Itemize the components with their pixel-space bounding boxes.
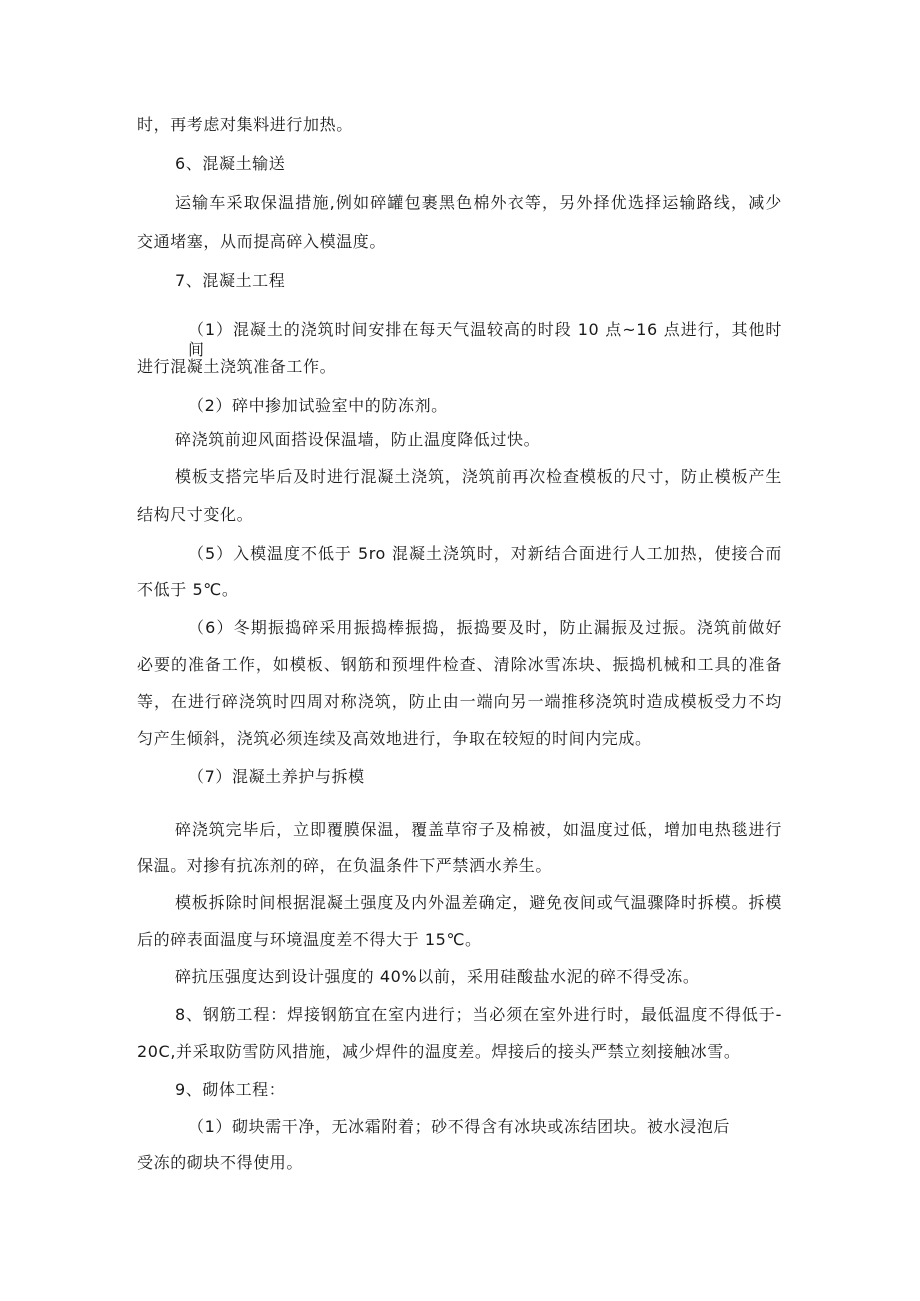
- text-line: 受冻的砌块不得使用。: [137, 1153, 304, 1172]
- text-line: 结构尺寸变化。: [137, 505, 254, 524]
- text-line: 碎浇筑完毕后，立即覆膜保温，覆盖草帘子及棉被，如温度过低，增加电热毯进行: [175, 820, 782, 839]
- text-line: 运输车采取保温措施,例如碎罐包裹黑色棉外衣等，另外择优选择运输路线，减少: [175, 193, 782, 212]
- text-line: （1）砌块需干净，无冰霜附着；砂不得含有冰块或冻结团块。被水浸泡后: [188, 1117, 730, 1136]
- text-line: 8、钢筋工程：焊接钢筋宜在室内进行；当必须在室外进行时，最低温度不得低于-: [175, 1005, 782, 1024]
- text-line: 进行混凝土浇筑准备工作。: [137, 357, 337, 376]
- text-line: 模板支搭完毕后及时进行混凝土浇筑，浇筑前再次检查模板的尺寸，防止模板产生: [175, 467, 782, 486]
- text-line: 时，再考虑对集料进行加热。: [137, 115, 353, 134]
- text-line: 后的碎表面温度与环境温度差不得大于 15℃。: [137, 930, 482, 949]
- text-line: 保温。对掺有抗冻剂的碎，在负温条件下严禁洒水养生。: [137, 856, 553, 875]
- text-line: （6）冬期振捣碎采用振捣棒振捣，振捣要及时，防止漏振及过振。浇筑前做好: [188, 618, 782, 637]
- section-heading: 9、砌体工程：: [175, 1080, 286, 1099]
- text-line: （2）碎中掺加试验室中的防冻剂。: [188, 396, 448, 415]
- text-line: 等，在进行碎浇筑时四周对称浇筑，防止由一端向另一端推移浇筑时造成模板受力不均: [137, 692, 782, 711]
- text-line: 模板拆除时间根据混凝土强度及内外温差确定，避免夜间或气温骤降时拆模。拆模: [175, 893, 782, 912]
- section-heading: 7、混凝土工程: [175, 271, 286, 290]
- text-line: 匀产生倾斜，浇筑必须连续及高效地进行，争取在较短的时间内完成。: [137, 729, 652, 748]
- text-line: （5）入模温度不低于 5ro 混凝土浇筑时，对新结合面进行人工加热，使接合而: [188, 544, 782, 563]
- text-line: 碎抗压强度达到设计强度的 40%以前，采用硅酸盐水泥的碎不得受冻。: [175, 967, 700, 986]
- text-line: 交通堵塞，从而提高碎入模温度。: [137, 232, 387, 251]
- section-heading: 6、混凝土输送: [175, 154, 286, 173]
- text-line: （1）混凝土的浇筑时间安排在每天气温较高的时段 10 点~16 点进行，其他时间: [188, 320, 782, 359]
- section-heading: （7）混凝土养护与拆模: [188, 767, 365, 786]
- text-line: 不低于 5℃。: [137, 580, 239, 599]
- text-line: 必要的准备工作，如模板、钢筋和预埋件检查、清除冰雪冻块、振捣机械和工具的准备: [137, 655, 782, 674]
- text-line: 碎浇筑前迎风面搭设保温墙，防止温度降低过快。: [175, 430, 541, 449]
- text-line: 20C,并采取防雪防风措施，减少焊件的温度差。焊接后的接头严禁立刻接触冰雪。: [137, 1042, 741, 1061]
